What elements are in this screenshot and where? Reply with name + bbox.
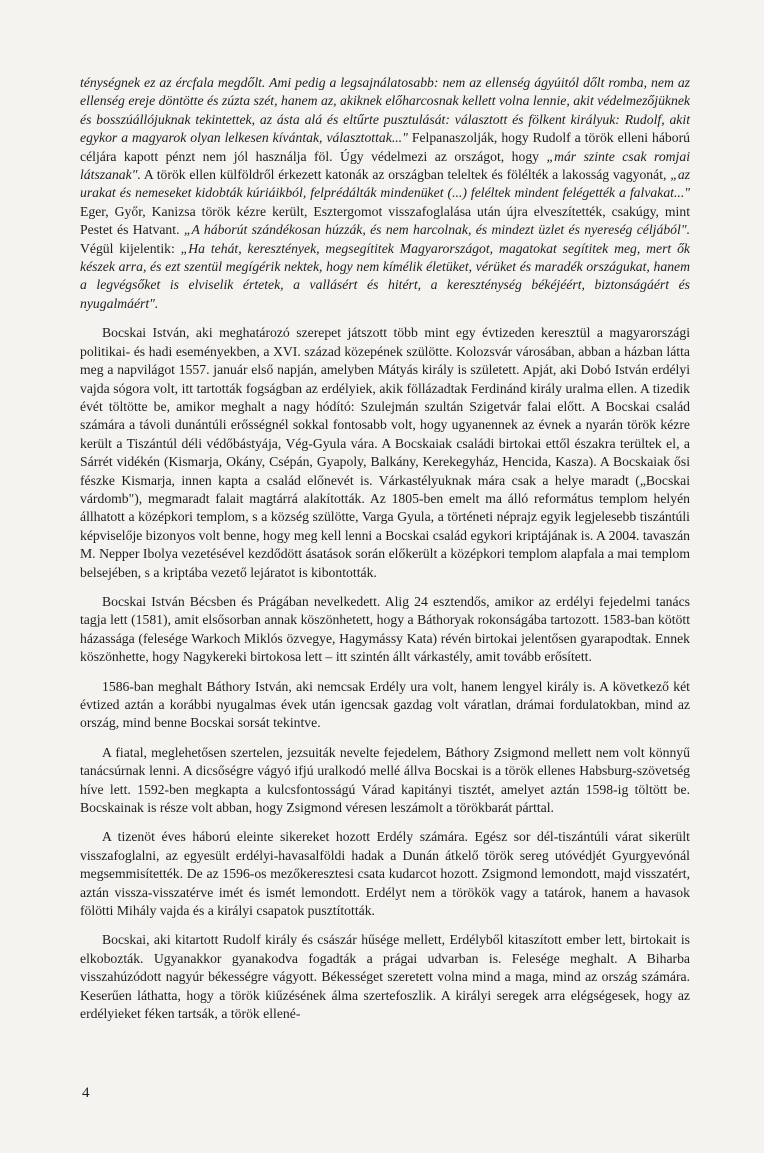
paragraph-bocskai-origins [80, 324, 690, 582]
paragraph-bocskai-upbringing [80, 593, 690, 667]
body-text: Bocskai István Bécsben és Prágában nevelkedett. Alig 24 esztendős, amikor az erdélyi fejedelmi tanács tagja lett (1581), amit elsősorban annak köszönhetett, hogy a Báthoryak rokonságába tartozott. 1583-ban kötött házassága (felesége Warkoch Miklós özvegye, Hagymássy Kata) révén birtokai jelentősen gyarapodtak. Ennek köszönhette, hogy Nagykereki birtokosa lett – itt szintén állt várkastély, amit tovább erősített. [80, 593, 690, 665]
quoted-text: „az urakat és nemeseket kidobták kúriáikból, felprédálták mindenüket (...) feléltek mindent felégették a falvakat..." [80, 167, 690, 201]
body-text: A fiatal, meglehetősen szertelen, jezsuiták nevelte fejedelem, Báthory Zsigmond mellett nem volt könnyű tanácsúrnak lenni. A dicsőségre vágyó ifjú uralkodó mellé állva Bocskai is a török ellenes Habsburg-szövetség híve lett. 1592-ben megkapta a kulcsfontosságú Várad kapitányi tisztét, amelyet aztán 1598-ig töltött be. Bocskainak is része volt abban, hogy Zsigmond véresen leszámolt a törökbarát párttal. [80, 744, 690, 816]
body-text: Felpanaszolják, hogy Rudolf a török elleni háború céljára kapott pénzt nem jól használja föl. Úgy védelmezi az országot, hogy [80, 130, 690, 164]
quoted-text: „Ha tehát, keresztények, megsegítitek Magyarországot, magatokat segítitek meg, mert ők készek arra, és ezt szentül megígérik nektek, hogy nem kímélik életüket, vérüket és maradék országukat, hanem a legvégsőket is elviselik értetek, a vallásért és hitért, a kereszténység békéjéért, biztonságáért és nyugalmáért". [80, 240, 691, 311]
quoted-text: „már szinte csak romjai látszanak". [80, 148, 690, 183]
body-text: Végül kijelentik: [80, 240, 181, 256]
body-text: Bocskai, aki kitartott Rudolf király és császár hűsége mellett, Erdélyből kitaszított ember lett, birtokait is elkobozták. Ugyanakkor gyanakodva fogadták a prágai udvarban is. Felesége meghalt. A Biharba visszahúzódott nagyúr békességre vágyott. Békességet szeretett volna mind a maga, mind az ország számára. Keserűen láthatta, hogy a török kiűzésének álma szertefoszlik. A királyi seregek arra elégségesek, hogy az erdélyieket féken tartsák, a török ellené- [80, 932, 690, 1022]
text-body [80, 74, 690, 1024]
paragraph-petition-quote [80, 74, 690, 313]
body-text: A török ellen külföldről érkezett katonák az országban teleltek és fölélték a lakosság vagyonát, [140, 167, 671, 183]
quoted-text: ténységnek ez az ércfala megdőlt. Ami pedig a legsajnálatosabb: nem az ellenség ágyúitól dőlt romba, nem az ellenség ereje döntötte és zúzta szét, hanem az, akiknek előharcosnak kellett volna lennie, akit védelmezőjüknek és bosszúállójuknak tekintettek, az ásta alá és eltűrte pusztulását: választott és fölkent királyuk: Rudolf, akit egykor a magyarok olyan lelkesen kívántak, választottak..." [80, 75, 690, 146]
paragraph-zsigmond [80, 744, 690, 818]
body-text: 1586-ban meghalt Báthory István, aki nemcsak Erdély ura volt, hanem lengyel király is. A következő két évtized aztán a korábbi nyugalmas évek után igencsak gazdag volt váratlan, drámai fordulatokban, mind az ország, mind benne Bocskai sorsát tekintve. [80, 678, 690, 731]
body-text: A tizenöt éves háború eleinte sikereket hozott Erdély számára. Egész sor dél-tiszántúli várat sikerült visszafoglalni, az egyesült erdélyi-havasalföldi hadak a Dunán átkelő török sereg utóvédjét Gyurgyevónál megsemmisítették. De az 1596-os mezőkeresztesi csata kudarcot hozott. Zsigmond lemondott, majd visszatért, aztán vissza-visszatérve imét és ismét lemondott. Erdélyt nem a törökök vagy a tatárok, hanem a havasok fölötti Mihály vajda és a királyi csapatok pusztították. [80, 829, 690, 919]
page-number: 4 [82, 1085, 90, 1101]
body-text: Eger, Győr, Kanizsa török kézre került, Esztergomot visszafoglalása után újra elveszítették, csakúgy, mint Pestet és Hatvant. [80, 203, 690, 238]
paragraph-bathory-death [80, 678, 690, 733]
paragraph-bocskai-exile [80, 931, 690, 1023]
paragraph-fifteen-years-war [80, 828, 690, 920]
body-text: Bocskai István, aki meghatározó szerepet játszott több mint egy évtizeden keresztül a magyarországi politikai- és hadi eseményekben, a XVI. század közepének szülötte. Kolozsvár városában, abban a házban látta meg a napvilágot 1557. január első napján, amelyben Mátyás király is született. Apját, aki Dobó István erdélyi vajda sógora volt, itt tartották fogságban az erdélyiek, akik föllázadtak Ferdinánd király uralma ellen. A tizedik évét töltötte be, amikor meghalt a nagy hódító: Szulejmán szultán Szigetvár falai előtt. A Bocskai család számára a távoli dunántúli erősségnél sokkal fontosabb volt, hogy ugyanennek az évnek a nyarán török kézre került a Tiszántúl déli védőbástyája, Vég-Gyula vára. A Bocskaiak családi birtokai ettől északra terültek el, a Sárrét vidékén (Kismarja, Okány, Csépán, Gyapoly, Balkány, Kerekegyház, Hencida, Kasza). A Bocskaiak ősi fészke Kismarja, innen kapta a család előnevét is. Várkastélyuknak mára csak a helye maradt („Bocskai várdomb"), megmaradt falait magtárrá alakították. Az 1805-ben emelt ma álló református templom helyén állhatott a középkori templom, s a község szülötte, Varga Gyula, a történeti néprajz egyik legjelesebb tiszántúli képviselője bizonyos volt benne, hogy meg kell lenni a Bocskai család egykori kriptájának is. A 2004. tavaszán M. Nepper Ibolya vezetésével kezdődött ásatások során előkerült a középkori templom alapfala a mai templom belsejében, s a kriptába vezető lejáratot is kibontották. [80, 325, 690, 580]
quoted-text: „A háborút szándékosan húzzák, és nem harcolnak, és mindezt üzlet és nyereség céljából". [183, 222, 690, 238]
